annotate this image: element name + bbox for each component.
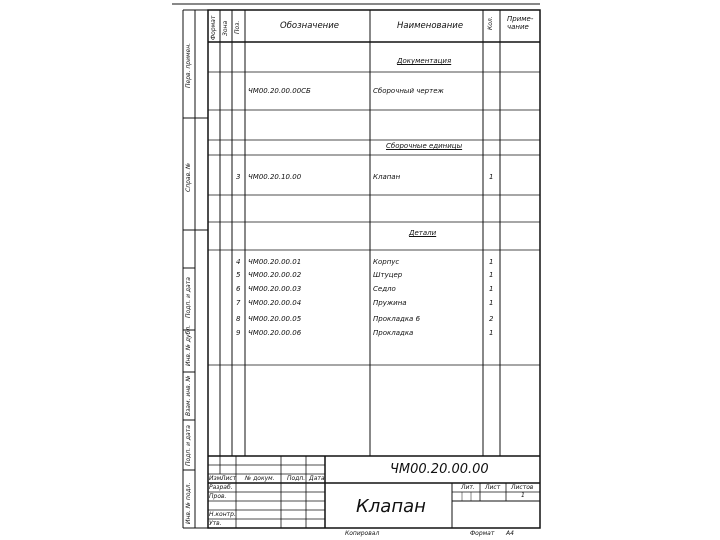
tb-format: Формат — [470, 530, 495, 537]
header-note: Приме- чание — [507, 15, 534, 32]
part-qty: 1 — [489, 285, 494, 293]
header-pos: Поз. — [234, 20, 241, 34]
part-designation: ЧМ00.20.00.01 — [248, 258, 302, 266]
tb-kopiroval: Копировал — [345, 530, 380, 537]
part-pos: 5 — [236, 271, 241, 279]
label-inv-no-podl: Инв. № подл. — [185, 482, 192, 524]
tb-data: Дата — [309, 475, 325, 482]
tb-izm: Изм. — [209, 475, 224, 482]
section-assemblies: Сборочные единицы — [386, 142, 463, 150]
part-qty: 1 — [489, 299, 494, 307]
part-name: Корпус — [373, 258, 400, 266]
part-name: Прокладка 6 — [373, 315, 421, 323]
tb-list: Лист — [221, 475, 237, 482]
tb-prov: Пров. — [209, 493, 227, 500]
section-documentation: Документация — [397, 57, 452, 65]
doc-designation: ЧМ00.20.00.00СБ — [248, 87, 311, 95]
tb-utv: Утв. — [209, 520, 222, 527]
label-vzam-inv: Взам. инв. № — [185, 375, 192, 416]
part-name: Штуцер — [373, 271, 403, 279]
assembly-designation: ЧМ00.20.10.00 — [248, 173, 302, 181]
header-qty: Кол. — [487, 16, 494, 30]
tb-format-val: А4 — [506, 530, 514, 537]
label-sprav-no: Справ. № — [185, 162, 192, 192]
part-pos: 4 — [236, 258, 241, 266]
part-designation: ЧМ00.20.00.03 — [248, 285, 302, 293]
part-name: Седло — [373, 285, 396, 293]
header-designation: Обозначение — [280, 21, 339, 31]
tb-listov-val: 1 — [521, 492, 525, 499]
tb-razrab: Разраб. — [209, 484, 233, 491]
part-pos: 6 — [236, 285, 241, 293]
tb-listov: Листов — [511, 484, 534, 491]
label-podp-data-1: Подп. и дата — [185, 277, 192, 318]
header-format: Формат — [210, 15, 217, 40]
part-pos: 7 — [236, 299, 241, 307]
part-pos: 8 — [236, 315, 241, 323]
label-perv-primen: Перв. примен. — [185, 42, 192, 88]
part-qty: 2 — [489, 315, 494, 323]
part-designation: ЧМ00.20.00.02 — [248, 271, 302, 279]
assembly-qty: 1 — [489, 173, 494, 181]
tb-doc-no: № докум. — [245, 475, 275, 482]
header-name: Наименование — [397, 21, 464, 31]
label-inv-dubl: Инв. № дубл. — [185, 324, 192, 366]
part-name: Пружина — [373, 299, 407, 307]
tb-podp: Подп. — [287, 475, 306, 482]
part-name: Прокладка — [373, 329, 414, 337]
part-qty: 1 — [489, 258, 494, 266]
part-qty: 1 — [489, 271, 494, 279]
header-zone: Зона — [222, 20, 229, 36]
tb-n-kontr: Н.контр. — [209, 511, 236, 518]
label-podp-data-2: Подп. и дата — [185, 425, 192, 466]
part-qty: 1 — [489, 329, 494, 337]
part-pos: 9 — [236, 329, 241, 337]
section-parts: Детали — [409, 229, 437, 237]
doc-name: Сборочный чертеж — [373, 87, 444, 95]
title-designation: ЧМ00.20.00.00 — [390, 462, 489, 477]
part-designation: ЧМ00.20.00.06 — [248, 329, 302, 337]
tb-list2: Лист — [485, 484, 501, 491]
assembly-pos: 3 — [236, 173, 241, 181]
assembly-name: Клапан — [373, 173, 401, 181]
part-designation: ЧМ00.20.00.04 — [248, 299, 302, 307]
tb-lit: Лит. — [461, 484, 475, 491]
title-name: Клапан — [356, 496, 426, 517]
part-designation: ЧМ00.20.00.05 — [248, 315, 302, 323]
